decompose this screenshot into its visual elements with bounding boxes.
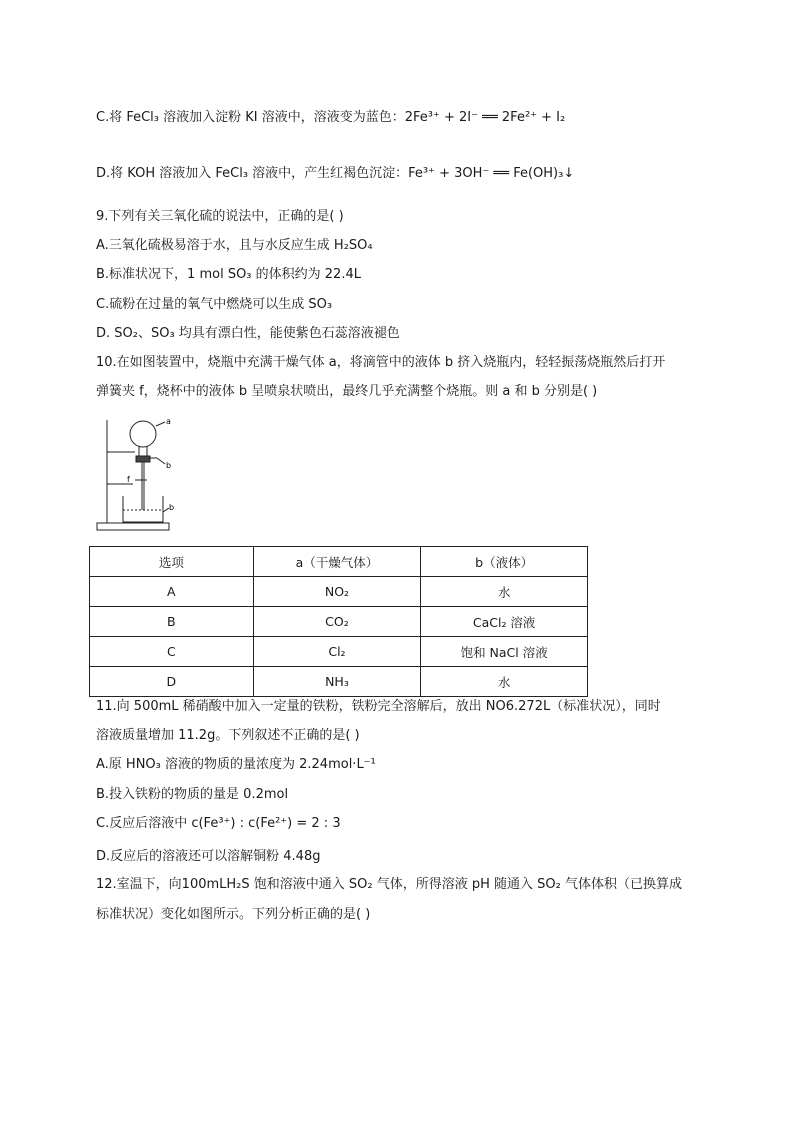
q8-option-c: C.将 FeCl₃ 溶液加入淀粉 KI 溶液中，溶液变为蓝色：2Fe³⁺ + 2I⁻ ══ 2Fe²⁺ + I₂ xyxy=(96,110,566,125)
q10-stem-line1: 10.在如图装置中，烧瓶中充满干燥气体 a，将滴管中的液体 b 挤入烧瓶内，轻轻振荡烧瓶然后打开 xyxy=(96,355,666,370)
fountain-apparatus-figure xyxy=(95,412,175,534)
label-b-beaker: b xyxy=(169,503,175,512)
q9-option-c: C.硫粉在过量的氧气中燃烧可以生成 SO₃ xyxy=(96,297,333,312)
table-cell: NH₃ xyxy=(253,667,421,697)
table-cell: D xyxy=(90,667,254,697)
table-cell: C xyxy=(90,637,254,667)
q9-option-a: A.三氧化硫极易溶于水，且与水反应生成 H₂SO₄ xyxy=(96,238,373,253)
q8-option-d: D.将 KOH 溶液加入 FeCl₃ 溶液中，产生红褐色沉淀：Fe³⁺ + 3OH⁻ ══ Fe(OH)₃↓ xyxy=(96,166,575,181)
q9-option-d: D. SO₂、SO₃ 均具有漂白性，能使紫色石蕊溶液褪色 xyxy=(96,326,400,341)
table-row xyxy=(90,607,588,637)
q10-stem-line2: 弹簧夹 f，烧杯中的液体 b 呈喷泉状喷出，最终几乎充满整个烧瓶。则 a 和 b 分别是( ) xyxy=(96,384,598,399)
table-row xyxy=(90,577,588,607)
q12-stem-line1: 12.室温下，向100mLH₂S 饱和溶液中通入 SO₂ 气体，所得溶液 pH 随通入 SO₂ 气体体积（已换算成 xyxy=(96,877,682,892)
label-b-dropper: b xyxy=(166,461,172,470)
table-cell: A xyxy=(90,577,254,607)
table-cell: CaCl₂ 溶液 xyxy=(421,607,588,637)
q11-option-c: C.反应后溶液中 c(Fe³⁺) : c(Fe²⁺) = 2 : 3 xyxy=(96,816,341,831)
q11-option-d: D.反应后的溶液还可以溶解铜粉 4.48g xyxy=(96,849,321,864)
table-row xyxy=(90,637,588,667)
q11-stem-line2: 溶液质量增加 11.2g。下列叙述不正确的是( ) xyxy=(96,728,360,743)
table-cell: Cl₂ xyxy=(253,637,421,667)
q9-option-b: B.标准状况下，1 mol SO₃ 的体积约为 22.4L xyxy=(96,267,361,282)
q11-stem-line1: 11.向 500mL 稀硝酸中加入一定量的铁粉，铁粉完全溶解后，放出 NO6.272L（标准状况），同时 xyxy=(96,699,661,714)
table-cell: 水 xyxy=(421,577,588,607)
table-cell: 水 xyxy=(421,667,588,697)
q9-stem: 9.下列有关三氧化硫的说法中，正确的是( ) xyxy=(96,209,344,224)
q12-stem-line2: 标准状况）变化如图所示。下列分析正确的是( ) xyxy=(96,907,371,922)
q11-option-a: A.原 HNO₃ 溶液的物质的量浓度为 2.24mol·L⁻¹ xyxy=(96,757,376,772)
table-cell: 饱和 NaCl 溶液 xyxy=(421,637,588,667)
label-f: f xyxy=(127,475,130,484)
table-cell: CO₂ xyxy=(253,607,421,637)
table-row xyxy=(90,667,588,697)
q11-option-b: B.投入铁粉的物质的量是 0.2mol xyxy=(96,787,289,802)
header-gas: a（干燥气体） xyxy=(253,547,421,577)
header-option: 选项 xyxy=(90,547,254,577)
label-a: a xyxy=(166,417,171,426)
q10-options-table xyxy=(89,546,588,697)
table-cell: B xyxy=(90,607,254,637)
table-cell: NO₂ xyxy=(253,577,421,607)
header-liquid: b（液体） xyxy=(421,547,588,577)
table-header-row xyxy=(90,547,588,577)
